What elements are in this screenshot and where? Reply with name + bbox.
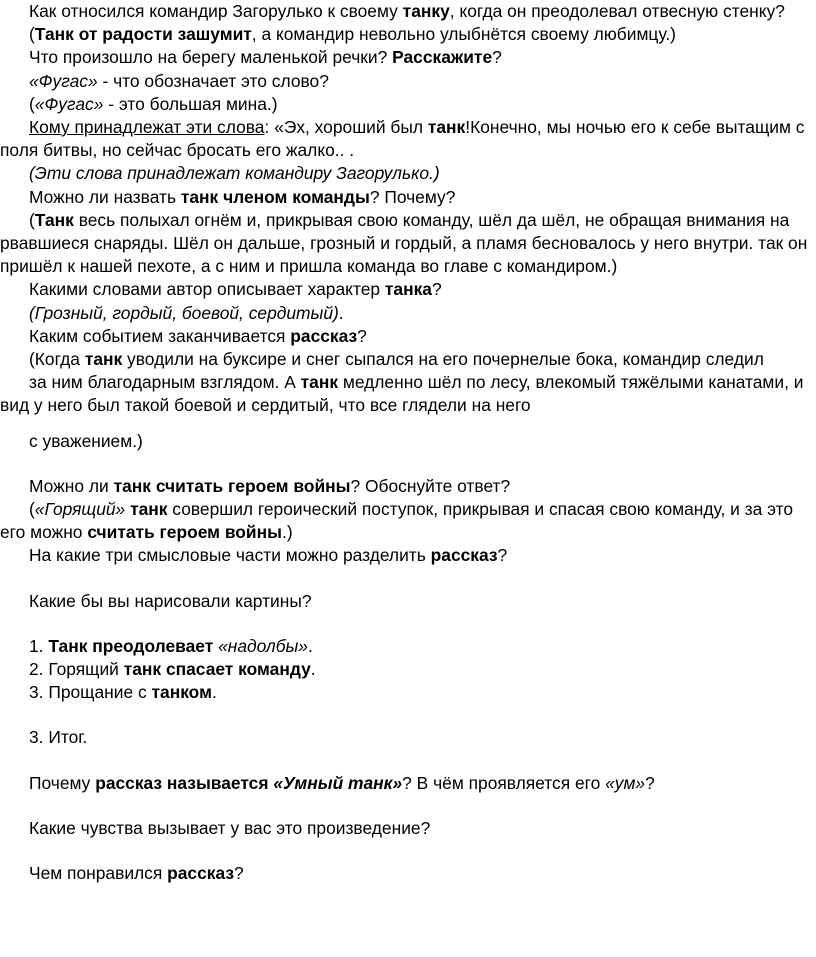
answer-tank-joy: (Танк от радости зашумит, а командир невольно улыбнётся своему любимцу.) [29,24,676,45]
question-tank-crew-member: Можно ли назвать танк членом команды? Почему? [29,186,456,207]
question-story-ending: Каким событием заканчивается рассказ? [29,325,367,346]
question-pictures: Какие бы вы нарисовали картины? [29,590,312,611]
spacer [0,418,816,430]
text: Как относился командир Загорулько к своему [29,1,403,21]
question-commander-attitude [0,0,816,23]
question-title-meaning: Почему рассказ называется «Умный танк»? В чём проявляется его «ум»? [29,772,655,793]
spacer [0,795,816,817]
keyword-tank: танку [402,1,450,21]
keyword-tell: Расскажите [392,47,493,68]
spacer [0,750,816,772]
list-item-summary: 3. Итог. [29,727,88,748]
spacer [0,568,816,590]
question-tank-character: Какими словами автор описывает характер танка? [29,279,442,300]
keyword-phrase: Танк от радости зашумит [34,24,252,45]
answer-whose-words: (Эти слова принадлежат командиру Загорулько.) [29,163,440,184]
spacer [0,840,816,862]
answer-story-ending-part3: с уважением.) [29,430,143,451]
question-fugas: «Фугас» - что обозначает это слово? [29,70,329,91]
term-fugas: «Фугас» [29,70,98,91]
text: , когда он преодолевал отвесную стенку? [449,1,785,21]
spacer [0,453,816,475]
question-three-parts: На какие три смысловые части можно разделить рассказ? [29,545,508,566]
answer-war-hero: («Горящий» танк совершил героический поступок, прикрывая и спасая свою команду, и за это его можно считать героем войны.) [0,499,794,543]
answer-tank-crew-member: (Танк весь полыхал огнём и, прикрывая свою команду, шёл да шёл, не обращая внимания на рвавшиеся снаряды. Шёл он дальше, грозный и гордый, а пламя бесновалось у него внутри. так он пришёл к нашей пехоте, а с ним и пришла команда во главе с командиром.) [0,209,808,277]
list-item-1: 1. Танк преодолевает «надолбы». [29,635,313,656]
list-item-3: 3. Прощание с танком. [29,682,217,703]
spacer [0,704,816,726]
question-liked: Чем понравился рассказ? [29,863,244,884]
answer-fugas: («Фугас» - это большая мина.) [29,93,278,114]
answer-story-ending-part1: (Когда танк уводили на буксире и снег сыпался на его почернелые бока, командир следил [29,349,764,370]
question-feelings: Какие чувства вызывает у вас это произведение? [29,817,431,838]
answer-story-ending-part2: за ним благодарным взглядом. А танк медленно шёл по лесу, влекомый тяжёлыми канатами, и вид у него был такой боевой и сердитый, что все глядели на него [0,372,804,416]
answer-tank-character: (Грозный, гордый, боевой, сердитый). [29,302,344,323]
question-river-bank: Что произошло на берегу маленькой речки? Расскажите? [29,47,502,68]
spacer [0,613,816,635]
question-war-hero: Можно ли танк считать героем войны? Обоснуйте ответ? [29,475,511,496]
underlined-prompt: Кому принадлежат эти слова [29,117,265,138]
question-whose-words: Кому принадлежат эти слова: «Эх, хороший был танк!Конечно, мы ночью его к себе вытащим с поля битвы, но сейчас бросать его жалко.. . [0,117,805,161]
list-item-2: 2. Горящий танк спасает команду. [29,659,316,680]
